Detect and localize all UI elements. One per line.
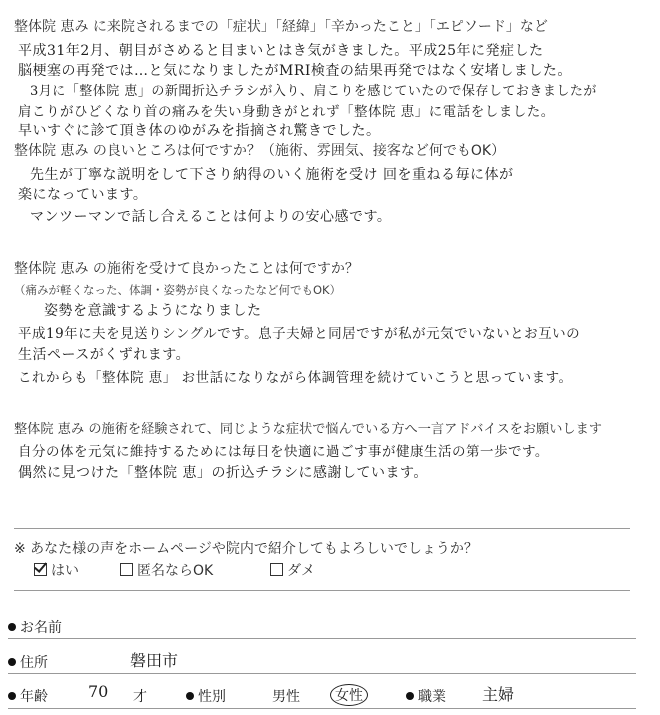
answer-3-line-4: これからも「整体院 恵」 お世話になりながら体調管理を続けていこうと思っています。 bbox=[18, 370, 573, 386]
bullet-icon bbox=[8, 692, 16, 700]
job-field[interactable]: 主婦 bbox=[482, 685, 515, 704]
checkbox-icon[interactable] bbox=[270, 563, 283, 576]
question-2-title: 整体院 恵み の良いところは何ですか？（施術、雰囲気、接客など何でもOK） bbox=[14, 143, 506, 159]
name-field[interactable]: お名前 bbox=[8, 617, 62, 637]
answer-2-line-1: 先生が丁寧な説明をして下さり納得のいく施術を受け 回を重ねる毎に体が bbox=[30, 167, 514, 183]
section-divider bbox=[14, 590, 630, 591]
section-divider bbox=[14, 528, 630, 529]
gender-option-female[interactable]: 女性 bbox=[330, 684, 368, 706]
answer-2-line-3: マンツーマンで話し合えることは何よりの安心感です。 bbox=[30, 209, 392, 225]
question-1-title: 整体院 恵み に来院されるまでの「症状」「経緯」「辛かったこと」「エピソード」など bbox=[14, 19, 548, 35]
answer-3-line-1: 姿勢を意識するようになりました bbox=[44, 303, 262, 319]
bullet-icon bbox=[186, 692, 194, 700]
checkbox-icon[interactable] bbox=[120, 563, 133, 576]
bullet-icon bbox=[8, 658, 16, 666]
answer-1-line-4: 肩こりがひどくなり首の痛みを失い身動きがとれず「整体院 恵」に電話をしました。 bbox=[18, 104, 555, 120]
details-underline bbox=[8, 708, 636, 709]
answer-1-line-3: 3月に「整体院 恵」の新聞折込チラシが入り、肩こりを感じていたので保存しておきましたが bbox=[30, 84, 597, 99]
address-field[interactable]: 磐田市 bbox=[130, 651, 179, 670]
gender-option-male[interactable]: 男性 bbox=[272, 689, 300, 705]
job-label: 職業 bbox=[406, 686, 446, 706]
answer-3-line-3: 生活ペースがくずれます。 bbox=[18, 347, 191, 363]
gender-label: 性別 bbox=[186, 686, 226, 706]
answer-1-line-5: 早いすぐに診て頂き体のゆがみを指摘され驚きでした。 bbox=[18, 123, 381, 139]
address-underline bbox=[8, 673, 636, 674]
age-label: 年齢 bbox=[8, 686, 48, 706]
consent-question: ※ あなた様の声をホームページや院内で紹介してもよろしいでしょうか？ bbox=[14, 541, 478, 557]
age-unit: 才 bbox=[133, 689, 147, 705]
bullet-icon bbox=[8, 623, 16, 631]
question-3-subtitle: （痛みが軽くなった、体調・姿勢が良くなったなど何でもOK） bbox=[14, 283, 342, 297]
age-field[interactable]: 70 bbox=[88, 682, 109, 701]
question-4-title: 整体院 恵み の施術を経験されて、同じような症状で悩んでいる方へ一言アドバイスをお願いします bbox=[14, 422, 602, 437]
address-label: 住所 bbox=[8, 652, 48, 672]
question-3-title: 整体院 恵み の施術を受けて良かったことは何ですか？ bbox=[14, 261, 359, 277]
answer-4-line-2: 偶然に見つけた「整体院 恵」の折込チラシに感謝しています。 bbox=[18, 465, 428, 481]
answer-4-line-1: 自分の体を元気に維持するためには毎日を快適に過ごす事が健康生活の第一歩です。 bbox=[18, 444, 549, 460]
consent-option-yes[interactable]: はい bbox=[34, 560, 79, 580]
answer-3-line-2: 平成19年に夫を見送りシングルです。息子夫婦と同居ですが私が元気でいないとお互いの bbox=[18, 326, 581, 342]
answer-1-line-2: 脳梗塞の再発では…と気になりましたがMRI検査の結果再発ではなく安堵しました。 bbox=[18, 63, 572, 79]
answer-1-line-1: 平成31年2月、朝目がさめると目まいとはき気がきました。平成25年に発症した bbox=[18, 43, 544, 59]
consent-option-no[interactable]: ダメ bbox=[270, 560, 315, 580]
name-underline bbox=[8, 638, 636, 639]
consent-option-anonymous[interactable]: 匿名ならOK bbox=[120, 560, 213, 580]
answer-2-line-2: 楽になっています。 bbox=[18, 187, 148, 203]
checkbox-checked-icon[interactable] bbox=[34, 563, 47, 576]
bullet-icon bbox=[406, 692, 414, 700]
